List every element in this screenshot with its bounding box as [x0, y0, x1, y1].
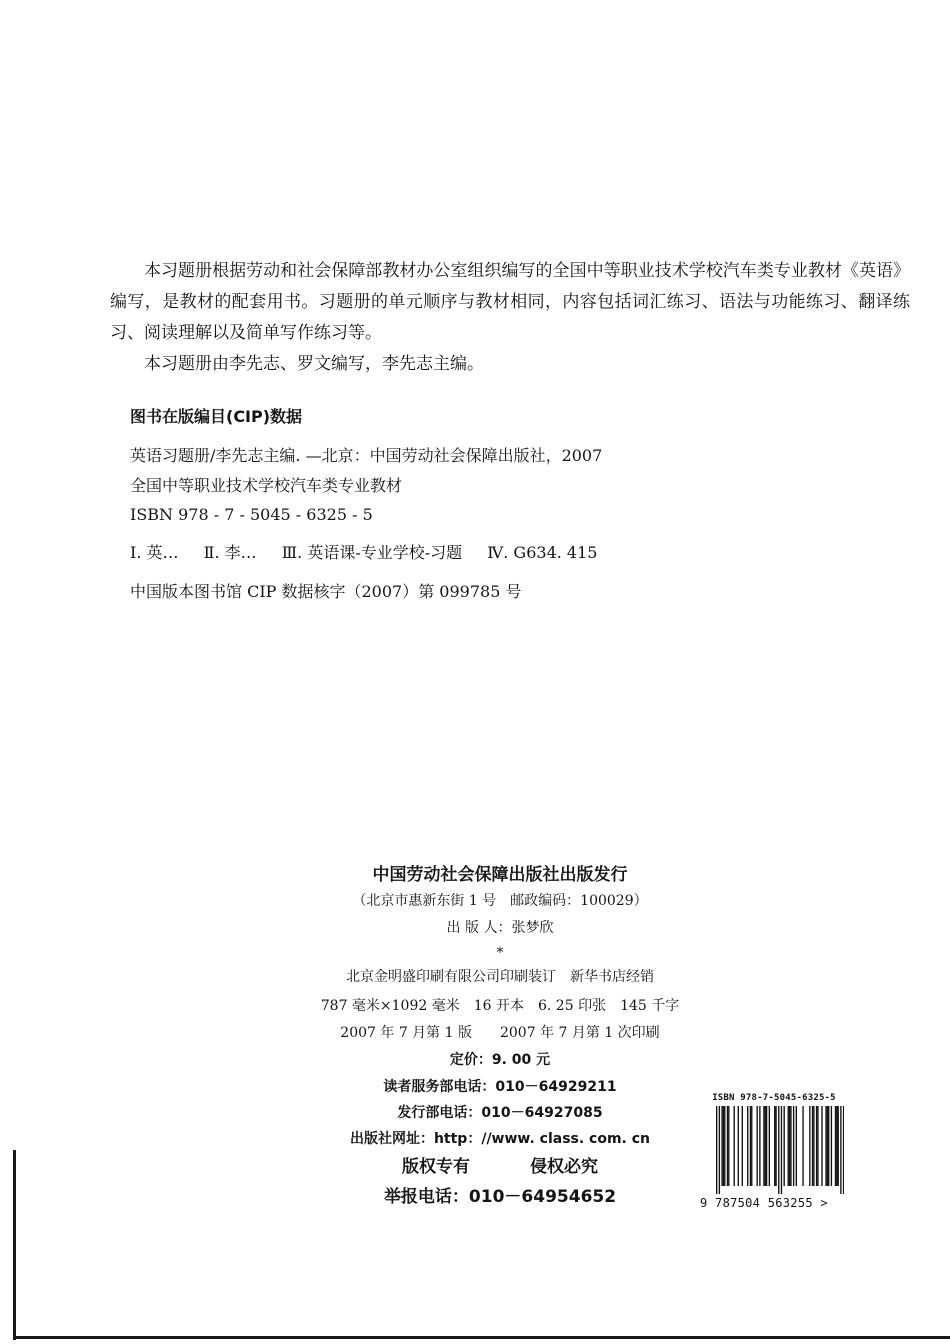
publisher-person: 出 版 人：张梦欣 [446, 920, 554, 936]
barcode-digits: 9 787504 563255 > [700, 1196, 828, 1210]
cip-class-4: Ⅳ. G634. 415 [487, 543, 598, 562]
barcode-bar [825, 1106, 826, 1186]
barcode-bar [802, 1106, 803, 1186]
cip-isbn-line: ISBN 978 - 7 - 5045 - 6325 - 5 [130, 505, 373, 524]
barcode-bar [827, 1106, 828, 1186]
barcode-bar [757, 1106, 758, 1186]
edition-info: 2007 年 7 月第 1 版 2007 年 7 月第 1 次印刷 [340, 1025, 660, 1041]
cip-title-line: 英语习题册/李先志主编. —北京：中国劳动社会保障出版社，2007 [130, 446, 603, 465]
barcode-bar [728, 1106, 729, 1186]
publisher-website: 出版社网址：http：//www. class. com. cn [349, 1131, 651, 1147]
barcode-bar [721, 1106, 722, 1186]
barcode-bar [812, 1106, 813, 1186]
barcode-bar [789, 1106, 790, 1186]
barcode-bar [769, 1106, 770, 1186]
cip-heading: 图书在版编目(CIP)数据 [130, 407, 303, 426]
barcode-bar [765, 1106, 766, 1186]
publisher-name: 中国劳动社会保障出版社出版发行 [372, 865, 628, 885]
barcode-bar [796, 1106, 797, 1186]
barcode-bar [742, 1106, 743, 1186]
service-phone: 读者服务部电话：010－64929211 [383, 1079, 617, 1095]
cip-class-3: Ⅲ. 英语课-专业学校-习题 [281, 543, 463, 562]
barcode-guard-bar [840, 1106, 841, 1194]
barcode-bar [784, 1106, 785, 1186]
page-edge-bottom [13, 1336, 950, 1339]
barcode-bar [835, 1106, 836, 1186]
price: 定价：9. 00 元 [449, 1052, 551, 1068]
barcode-bar [724, 1106, 725, 1186]
cip-class-1: Ⅰ. 英… [130, 543, 179, 562]
barcode-bar [775, 1106, 776, 1186]
intro-paragraph-1: 本习题册根据劳动和社会保障部教材办公室组织编写的全国中等职业技术学校汽车类专业教材《英语》编写，是教材的配套用书。习题册的单元顺序与教材相同，内容包括词汇练习、语法与功能练习、翻译练习、阅读理解以及简单写作练习等。 [110, 261, 910, 343]
isbn-barcode [700, 1092, 848, 1222]
barcode-bar [747, 1106, 748, 1186]
barcode-bar [766, 1106, 767, 1186]
page-edge-left [13, 1150, 16, 1340]
barcode-bar [821, 1106, 822, 1186]
cip-series-line: 全国中等职业技术学校汽车类专业教材 [130, 476, 403, 495]
barcode-guard-bar [843, 1106, 844, 1194]
barcode-bar [828, 1106, 829, 1186]
barcode-bar [750, 1106, 751, 1186]
cip-classifications [130, 541, 617, 565]
barcode-bar [774, 1106, 775, 1186]
separator-star: * [496, 945, 504, 961]
barcode-bar [793, 1106, 794, 1186]
barcode-bar [738, 1106, 739, 1186]
barcode-bar [759, 1106, 760, 1186]
barcode-bar [790, 1106, 791, 1186]
barcode-bar [751, 1106, 752, 1186]
barcode-isbn-label: ISBN 978-7-5045-6325-5 [712, 1093, 836, 1103]
barcode-bar [734, 1106, 735, 1186]
rights-statement [285, 1154, 715, 1180]
report-phone: 举报电话：010－64954652 [383, 1187, 617, 1207]
piracy-warning: 侵权必究 [530, 1157, 598, 1177]
barcode-bar [831, 1106, 832, 1186]
barcode-bar [813, 1106, 814, 1186]
barcode-bar [723, 1106, 724, 1186]
rights-reserved: 版权专有 [402, 1157, 470, 1177]
barcode-bar [727, 1106, 728, 1186]
barcode-guard-bar [719, 1106, 720, 1194]
barcode-guard-bar [716, 1106, 717, 1194]
cip-class-2: Ⅱ. 李… [203, 543, 257, 562]
barcode-bar [763, 1106, 764, 1186]
publisher-address: （北京市惠新东街 1 号 邮政编码：100029） [352, 893, 648, 909]
barcode-bar [838, 1106, 839, 1186]
barcode-bars [704, 1106, 844, 1196]
barcode-bar [836, 1106, 837, 1186]
intro-text [110, 256, 910, 380]
format-info: 787 毫米×1092 毫米 16 开本 6. 25 印张 145 千字 [320, 998, 680, 1014]
barcode-guard-bar [781, 1106, 782, 1194]
barcode-bar [809, 1106, 810, 1186]
distribution-phone: 发行部电话：010－64927085 [397, 1105, 603, 1121]
barcode-bar [788, 1106, 789, 1186]
barcode-bar [816, 1106, 817, 1186]
cip-record-number: 中国版本图书馆 CIP 数据核字（2007）第 099785 号 [130, 582, 522, 601]
printer-info: 北京金明盛印刷有限公司印刷装订 新华书店经销 [346, 969, 654, 985]
barcode-guard-bar [778, 1106, 779, 1194]
barcode-bar [817, 1106, 818, 1186]
intro-paragraph-2: 本习题册由李先志、罗文编写，李先志主编。 [144, 354, 484, 374]
